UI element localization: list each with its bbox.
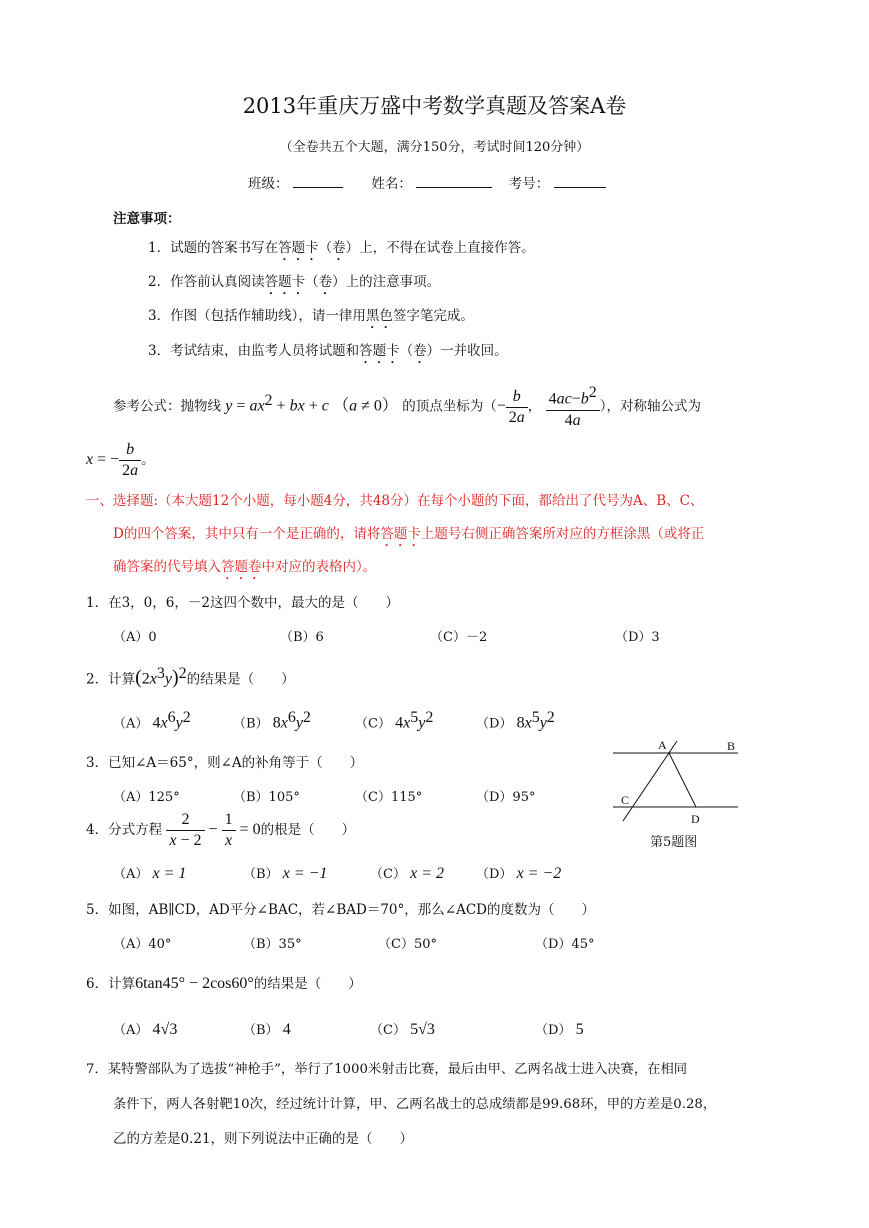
figure-q5 [605, 735, 755, 855]
q6-option-b: （B） 4 [243, 1021, 291, 1038]
point-c-label: C [621, 793, 630, 807]
notes-heading: 注意事项： [113, 211, 181, 227]
q5-option-c: （C）50° [378, 937, 437, 952]
q4-option-d: （D） x = −2 [476, 865, 562, 882]
vertex-x-fraction: $\frac{b}{2a}$ [506, 387, 528, 428]
number-label: 考号： [508, 176, 550, 192]
point-a-label: A [658, 738, 667, 752]
paper-subtitle: （全卷共五个大题，满分150分，考试时间120分钟） [279, 140, 590, 155]
q6-option-c: （C） 5√3 [370, 1021, 435, 1038]
point-d-label: D [691, 812, 700, 826]
q3-option-a: （A）125° [113, 790, 180, 805]
name-blank [416, 173, 492, 188]
q6-stem: 6．计算6tan45° − 2cos60°的结果是（ ） [86, 975, 362, 992]
section1-line1: 一、选择题:（本大题12个小题，每小题4分，共48分）在每个小题的下面，都给出了代号为A、B、C、 [86, 493, 704, 509]
class-blank [293, 173, 343, 188]
axis-formula: x = − $\frac{b}{2a}$ 。 [86, 441, 155, 479]
q1-option-d: （D）3 [615, 630, 660, 645]
q5-option-b: （B）35° [243, 937, 302, 952]
name-label: 姓名： [371, 176, 412, 192]
q1-option-c: （C）－2 [430, 630, 488, 645]
q5-stem: 5．如图，AB∥CD，AD平分∠BAC，若∠BAD＝70°，那么∠ACD的度数为（ ） [86, 902, 595, 918]
class-label: 班级： [248, 176, 289, 192]
reference-formula: 参考公式：抛物线 $y = ax^2$ + bx + c （a ≠ 0） 的顶点坐标为（− $\frac{b}{2a}$ ， $\frac{4ac-b^2}{4a}$ ），对称轴公式为 [113, 384, 701, 429]
q7-line3: 乙的方差是0.21，则下列说法中正确的是（ ） [113, 1131, 414, 1147]
section1-line3: 确答案的代号填入答题卷中对应的表格内）。 [113, 559, 377, 575]
q2-option-c: （C） $4x^5y^2$ [355, 709, 434, 732]
q5-option-d: （D）45° [535, 937, 595, 952]
q7-line1: 7．某特警部队为了选拔“神枪手”，举行了1000米射击比赛，最后由甲、乙两名战士进入决赛，在相同 [86, 1062, 688, 1077]
number-blank [554, 173, 606, 188]
q4-stem: 4．分式方程 $\frac{2}{x - 2}$ − $\frac{1}{x}$ = 0的根是（ ） [86, 811, 356, 849]
vertex-y-fraction: $\frac{4ac-b^2}{4a}$ [546, 383, 600, 430]
q4-option-c: （C） x = 2 [370, 865, 444, 882]
section1-line2: D的四个答案，其中只有一个是正确的，请将答题卡上题号右侧正确答案所对应的方框涂黑（或将正 [113, 526, 705, 542]
q1-option-a: （A）0 [113, 630, 157, 645]
q2-option-b: （B） $8x^6y^2$ [233, 709, 311, 732]
q2-stem: 2．计算$(2x^3y)^2$的结果是（ ） [86, 665, 295, 689]
paper-title: 2013年重庆万盛中考数学真题及答案A卷 [242, 94, 627, 118]
note-item-1: 1．试题的答案书写在答题卡（卷）上，不得在试卷上直接作答。 [148, 240, 535, 256]
note-item-3: 3．作图（包括作辅助线），请一律用黑色签字笔完成。 [148, 308, 474, 324]
point-b-label: B [727, 739, 736, 753]
q1-stem: 1．在3，0，6，－2这四个数中，最大的是（ ） [86, 595, 399, 611]
q6-option-d: （D） 5 [535, 1021, 584, 1038]
q6-option-a: （A） 4√3 [113, 1021, 178, 1038]
q3-option-c: （C）115° [355, 790, 423, 805]
q2-option-a: （A） $4x^6y^2$ [113, 709, 191, 732]
student-info-row [248, 172, 606, 192]
q1-option-b: （B）6 [280, 630, 324, 645]
parabola-expr: y [225, 397, 233, 415]
q2-option-d: （D） $8x^5y^2$ [476, 709, 555, 732]
q3-option-d: （D）95° [476, 790, 536, 805]
q5-option-a: （A）40° [113, 937, 172, 952]
figure-caption: 第5题图 [650, 835, 698, 850]
q7-line2: 条件下，两人各射靶10次，经过统计计算，甲、乙两名战士的总成绩都是99.68环，甲的方差是0.28， [113, 1097, 717, 1112]
q3-option-b: （B）105° [233, 790, 300, 805]
note-item-4: 3．考试结束，由监考人员将试题和答题卡（卷）一并收回。 [148, 343, 508, 359]
q4-option-a: （A） x = 1 [113, 865, 187, 882]
q3-stem: 3．已知∠A＝65°，则∠A的补角等于（ ） [86, 755, 364, 771]
q4-option-b: （B） x = −1 [243, 865, 328, 882]
note-item-2: 2．作答前认真阅读答题卡（卷）上的注意事项。 [148, 274, 441, 290]
